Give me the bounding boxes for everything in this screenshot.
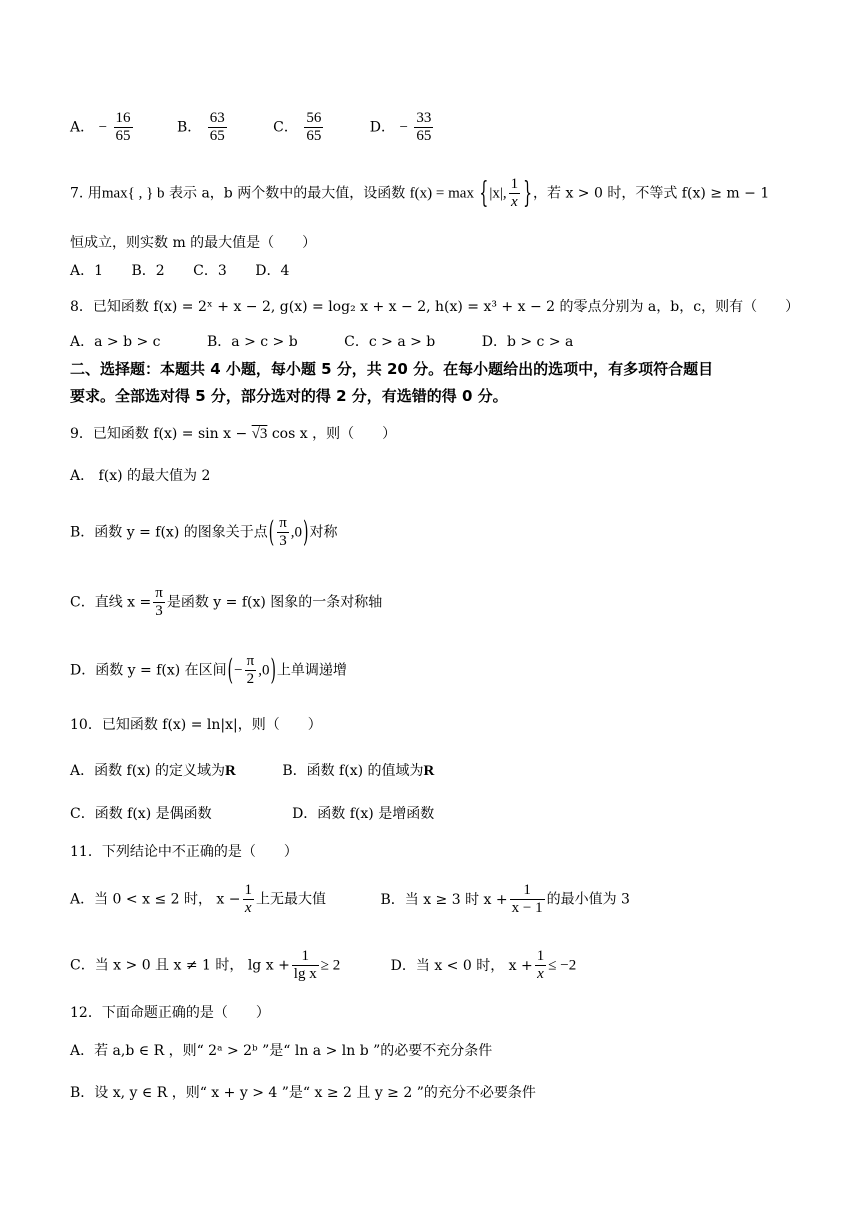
q6-option-d-sign: − (399, 119, 408, 136)
q10-option-b: B．函数 f(x) 的值域为 (282, 763, 424, 779)
q9-option-b-left-paren: ( (268, 515, 275, 550)
q9-option-d-left-paren: ( (227, 653, 234, 688)
q6-option-c-fraction (304, 110, 323, 145)
q6-option-d-label: D． (369, 119, 396, 136)
q11-option-d-numerator: 1 (536, 948, 545, 964)
q6-option-c-numerator: 56 (306, 110, 322, 126)
q6-option-b-label: B． (176, 119, 202, 136)
q6-option-b-denominator: 65 (209, 128, 225, 144)
q11-option-a-denominator: x (244, 900, 252, 916)
q6-option-c-denominator: 65 (306, 128, 322, 144)
q10-option-b-set: R (423, 763, 435, 779)
q12-option-a: A．若 a,b ∈ R ，则“ 2ᵃ > 2ᵇ ”是“ ln a > ln b ”的必要不充分条件 (70, 1043, 493, 1059)
q9-option-a: A． f(x) 的最大值为 2 (70, 468, 211, 484)
section-2-heading-line1: 二、选择题：本题共 4 小题，每小题 5 分，共 20 分。在每小题给出的选项中，有多项符合题目 (70, 360, 714, 378)
q11-stem: 11．下列结论中不正确的是（ ） (70, 844, 298, 860)
q9-option-b-denominator: 3 (279, 533, 287, 549)
q8-option-d: D．b > c > a (481, 334, 574, 350)
q8-option-a: A．a > b > c (70, 334, 161, 350)
q9-option-b-fraction (277, 515, 289, 550)
q6-option-a (70, 110, 135, 145)
q8-option-c: C．c > a > b (344, 334, 436, 350)
q11-option-c-prefix: C．当 x > 0 且 x ≠ 1 时， lg x + (70, 957, 290, 974)
q11-option-a-fraction (243, 882, 255, 917)
q9-option-d-denominator: 2 (246, 671, 255, 687)
q7-description: 表示 a，b 两个数中的最大值，设函数 (169, 185, 406, 202)
q7-inner: |x|, (489, 185, 507, 202)
q7-option-d: D．4 (255, 263, 290, 279)
q7-function: f(x) = max (409, 185, 474, 202)
q11-options-cd (70, 948, 576, 983)
q9-option-b-numerator: π (279, 515, 287, 531)
q7-option-c: C．3 (193, 263, 227, 279)
q6-option-a-label: A． (70, 119, 95, 136)
q9-option-c-suffix: 是函数 y = f(x) 图象的一条对称轴 (166, 594, 383, 611)
q10-options-ab (70, 762, 434, 780)
q6-option-d-numerator: 33 (416, 110, 432, 126)
q7-prefix: 7. 用 (70, 185, 102, 202)
q9-option-b-right-paren: ) (303, 515, 309, 550)
q6-option-d-fraction (414, 110, 433, 145)
q8-option-b: B．a > c > b (206, 334, 298, 350)
q12-option-b: B．设 x, y ∈ R ，则“ x + y > 4 ”是“ x ≥ 2 且 y ≥ 2 ”的充分不必要条件 (70, 1085, 536, 1101)
q7-fraction-numerator: 1 (510, 176, 519, 192)
q7-option-a: A．1 (70, 263, 104, 279)
q9-option-d-fraction (245, 653, 257, 688)
q6-option-b-fraction (208, 110, 227, 145)
q9-option-b-suffix: 对称 (309, 524, 338, 541)
q6-option-b (177, 110, 229, 145)
q9-option-c (70, 585, 382, 620)
section-2-heading-line2: 要求。全部选对得 5 分，部分选对的得 2 分，有选错的得 0 分。 (70, 387, 508, 405)
q11-option-b-prefix: B．当 x ≥ 3 时 x + (380, 891, 508, 908)
q9-stem-part-a: 9．已知函数 f(x) = sin x − (70, 426, 252, 442)
q7-stem (70, 176, 769, 211)
q9-option-c-prefix: C．直线 x = (70, 594, 152, 611)
q7-left-brace: { (479, 176, 489, 211)
q6-option-b-numerator: 63 (209, 110, 225, 126)
q9-option-c-denominator: 3 (155, 603, 163, 619)
q9-option-d-tail: ,0 (258, 662, 270, 679)
q11-option-c-numerator: 1 (292, 948, 319, 966)
q11-options-ab (70, 882, 630, 917)
q11-option-b-fraction (510, 882, 545, 917)
q9-option-d-suffix: 上单调递增 (276, 662, 347, 679)
q9-sqrt: √3 (251, 426, 268, 442)
q6-option-c-label: C． (273, 119, 298, 136)
q9-option-d-right-paren: ) (270, 653, 276, 688)
q11-option-b-numerator: 1 (510, 882, 545, 900)
q7-right-brace: } (523, 176, 533, 211)
q9-option-d-sign: − (234, 662, 243, 679)
q11-option-a-numerator: 1 (244, 882, 253, 898)
q11-option-d-suffix: ≤ −2 (548, 957, 577, 974)
q10-options-cd (70, 805, 434, 823)
q11-option-c-suffix: ≥ 2 (320, 957, 341, 974)
q7-options (70, 262, 289, 280)
q9-option-c-numerator: π (155, 585, 163, 601)
q7-option-b: B．2 (131, 263, 165, 279)
q11-option-d-fraction (535, 948, 547, 983)
q11-option-c-fraction (292, 948, 319, 983)
q12-stem: 12．下面命题正确的是（ ） (70, 1005, 270, 1021)
q7-line2: 恒成立，则实数 m 的最大值是（ ） (70, 235, 317, 251)
q11-option-a-prefix: A．当 0 < x ≤ 2 时， x − (70, 891, 241, 908)
q9-option-b-tail: ,0 (290, 524, 303, 541)
q8-options (70, 333, 573, 351)
q9-option-d-numerator: π (246, 653, 255, 669)
q6-option-c (273, 110, 325, 145)
q6-option-d (370, 110, 436, 145)
q6-option-a-denominator: 65 (115, 128, 131, 144)
q9-option-c-fraction (153, 585, 165, 620)
q11-option-a-suffix: 上无最大值 (256, 891, 327, 908)
q10-stem: 10．已知函数 f(x) = ln|x|，则（ ） (70, 717, 322, 733)
q9-option-b-prefix: B．函数 y = f(x) 的图象关于点 (70, 524, 268, 541)
q11-option-b-denominator: x − 1 (511, 900, 543, 916)
q9-option-b (70, 515, 338, 550)
q7-fraction (509, 176, 521, 211)
q6-option-a-numerator: 16 (115, 110, 131, 126)
q7-condition: ，若 x > 0 时，不等式 f(x) ≥ m − 1 (533, 185, 770, 202)
q11-option-b-suffix: 的最小值为 3 (546, 891, 630, 908)
q9-stem (70, 425, 396, 443)
q9-option-d (70, 653, 347, 688)
q8-stem: 8．已知函数 f(x) = 2ˣ + x − 2, g(x) = log₂ x + x − 2, h(x) = x³ + x − 2 的零点分别为 a，b，c，则有（ ） (70, 299, 800, 315)
q6-option-a-sign: − (98, 119, 108, 136)
q11-option-c-denominator: lg x (293, 966, 317, 982)
q10-option-d: D．函数 f(x) 是增函数 (292, 806, 435, 822)
q7-max-glyph: max{ , } b (101, 185, 165, 202)
q11-option-d-denominator: x (537, 966, 544, 982)
q10-option-a: A．函数 f(x) 的定义域为 (70, 763, 226, 779)
q6-option-a-fraction (114, 110, 133, 145)
q6-option-d-denominator: 65 (416, 128, 432, 144)
q10-option-c: C．函数 f(x) 是偶函数 (70, 806, 212, 822)
q9-option-d-prefix: D．函数 y = f(x) 在区间 (70, 662, 227, 679)
q7-fraction-denominator: x (511, 194, 518, 210)
q6-options (70, 110, 435, 145)
q9-stem-part-b: cos x ，则（ ） (267, 426, 397, 442)
q10-option-a-set: R (225, 763, 236, 779)
q11-option-d-prefix: D．当 x < 0 时， x + (390, 957, 533, 974)
